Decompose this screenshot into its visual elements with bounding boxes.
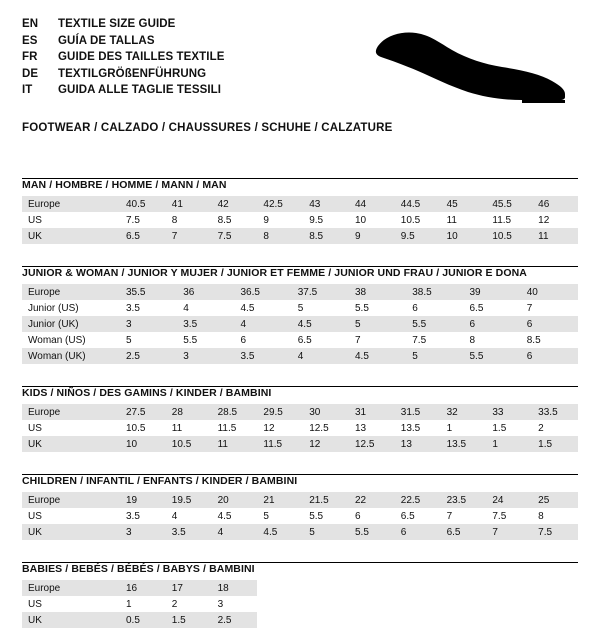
language-row [22, 82, 225, 99]
table-row [22, 436, 578, 452]
cell: 8 [257, 228, 303, 244]
cell: 42.5 [257, 196, 303, 212]
cell: 5.5 [355, 302, 369, 314]
cell: 10 [120, 436, 166, 452]
section-title: BABIES / BEBÉS / BÉBÉS / BABYS / BAMBINI [22, 563, 255, 575]
cell: 40 [521, 284, 578, 300]
table-row [22, 580, 578, 596]
table-row [22, 420, 578, 436]
cell: 5 [297, 302, 304, 314]
cell: 22.5 [395, 492, 441, 508]
table-row [22, 212, 578, 228]
cell: 11 [171, 422, 183, 434]
cell: 3.5 [177, 316, 234, 332]
cell: 36.5 [235, 284, 292, 300]
language-row [22, 16, 225, 33]
cell: 9.5 [309, 214, 324, 226]
cell: 31 [349, 404, 395, 420]
row-label: US [28, 422, 42, 434]
cell: 19 [120, 492, 166, 508]
cell: 12 [303, 436, 349, 452]
cell: 13.5 [441, 436, 487, 452]
cell: 19.5 [166, 492, 212, 508]
cell: 44.5 [395, 196, 441, 212]
cell: 30 [303, 404, 349, 420]
cell: 11 [446, 214, 457, 226]
section-title: KIDS / NIÑOS / DES GAMINS / KINDER / BAMBINI [22, 387, 272, 399]
cell: 32 [441, 404, 487, 420]
cell: 6.5 [120, 228, 166, 244]
cell: 4 [292, 348, 349, 364]
cell: 25 [532, 492, 578, 508]
cell: 0.5 [120, 612, 166, 628]
cell: 6 [412, 302, 418, 314]
cell: 2 [538, 422, 544, 434]
size-table-man [22, 196, 578, 244]
row-label: Woman (UK) [22, 348, 120, 364]
cell: 4 [212, 524, 258, 540]
table-row [22, 404, 578, 420]
cell: 23.5 [441, 492, 487, 508]
cell: 9.5 [395, 228, 441, 244]
cell: 3.5 [235, 348, 292, 364]
cell-empty [303, 580, 349, 596]
language-title: GUÍA DE TALLAS [58, 34, 155, 47]
cell: 28.5 [212, 404, 258, 420]
cell: 8 [538, 510, 544, 522]
cell-empty [532, 580, 578, 596]
table-row [22, 508, 578, 524]
cell: 3 [120, 316, 177, 332]
cell: 5.5 [406, 316, 463, 332]
cell: 4.5 [240, 302, 255, 314]
cell: 1 [126, 598, 132, 610]
cell-empty [349, 580, 395, 596]
language-title: TEXTILGRÖßENFÜHRUNG [58, 67, 207, 80]
row-label: Europe [22, 284, 120, 300]
cell: 5.5 [309, 510, 324, 522]
cell-empty [395, 580, 441, 596]
section-children [22, 474, 578, 540]
cell: 10.5 [166, 436, 212, 452]
row-label: Europe [22, 404, 120, 420]
cell: 2 [171, 598, 178, 610]
section-man [22, 178, 578, 244]
cell: 4 [235, 316, 292, 332]
cell: 36 [177, 284, 234, 300]
cell: 42 [212, 196, 258, 212]
cell: 33 [486, 404, 532, 420]
cell: 3 [217, 598, 224, 610]
cell: 45.5 [486, 196, 532, 212]
cell: 38.5 [406, 284, 463, 300]
cell: 6 [354, 510, 361, 522]
cell: 4.5 [217, 510, 232, 522]
row-label: UK [22, 612, 120, 628]
section-kids [22, 386, 578, 452]
cell: 1.5 [492, 422, 507, 434]
language-row [22, 33, 225, 50]
cell: 4.5 [292, 316, 349, 332]
cell: 6 [521, 316, 578, 332]
cell: 7 [486, 524, 532, 540]
cell: 3.5 [166, 524, 212, 540]
row-label: UK [22, 524, 120, 540]
cell-empty [486, 580, 532, 596]
cell: 8 [469, 334, 476, 346]
language-row [22, 49, 225, 66]
table-row [22, 612, 578, 628]
language-title: TEXTILE SIZE GUIDE [58, 18, 176, 30]
section-junior-woman [22, 266, 578, 364]
row-label: Junior (US) [28, 302, 79, 314]
cell: 13 [395, 436, 441, 452]
row-label: Europe [22, 196, 120, 212]
cell: 7.5 [126, 214, 140, 226]
cell-empty [486, 612, 532, 628]
cell: 6.5 [297, 334, 312, 346]
cell-empty [349, 612, 395, 628]
cell-empty [303, 612, 349, 628]
cell: 45 [441, 196, 487, 212]
cell: 1 [446, 422, 453, 434]
document-header [22, 16, 578, 106]
cell: 40.5 [120, 196, 166, 212]
cell: 6 [464, 316, 521, 332]
section-babies [22, 562, 578, 628]
cell: 8.5 [303, 228, 349, 244]
cell: 4.5 [349, 348, 406, 364]
cell: 20 [212, 492, 258, 508]
language-row [22, 66, 225, 83]
cell: 33.5 [532, 404, 578, 420]
cell: 8 [171, 214, 178, 226]
cell: 28 [166, 404, 212, 420]
cell: 1 [486, 436, 532, 452]
section-title: CHILDREN / INFANTIL / ENFANTS / KINDER / BAMBINI [22, 475, 298, 487]
cell: 31.5 [395, 404, 441, 420]
cell: 4 [183, 302, 189, 314]
cell: 2.5 [120, 348, 177, 364]
cell: 5 [349, 316, 406, 332]
row-label: Europe [22, 492, 120, 508]
table-row [22, 332, 578, 348]
cell: 7.5 [212, 228, 258, 244]
cell: 5 [126, 334, 132, 346]
language-code: FR [22, 51, 38, 63]
cell: 7.5 [532, 524, 578, 540]
cell: 18 [212, 580, 258, 596]
cell: 21.5 [303, 492, 349, 508]
cell: 7.5 [412, 334, 427, 346]
cell: 11 [532, 228, 578, 244]
cell: 5 [263, 510, 269, 522]
cell: 17 [166, 580, 212, 596]
cell: 8.5 [526, 334, 541, 346]
table-row [22, 300, 578, 316]
cell: 5.5 [183, 334, 198, 346]
cell: 6.5 [441, 524, 487, 540]
cell: 12 [538, 214, 550, 226]
table-row [22, 284, 578, 300]
cell: 6 [395, 524, 441, 540]
cell: 37.5 [292, 284, 349, 300]
language-title-list [22, 16, 225, 99]
cell: 7 [526, 302, 533, 314]
cell: 35.5 [120, 284, 177, 300]
row-label: Europe [22, 580, 120, 596]
cell: 2.5 [212, 612, 258, 628]
cell-empty [441, 596, 487, 612]
cell: 5 [406, 348, 463, 364]
cell: 22 [349, 492, 395, 508]
section-title: JUNIOR & WOMAN / JUNIOR Y MUJER / JUNIOR ET FEMME / JUNIOR UND FRAU / JUNIOR E DONA [22, 267, 527, 279]
cell: 10 [354, 214, 367, 226]
cell: 5.5 [464, 348, 521, 364]
table-row [22, 348, 578, 364]
cell: 13.5 [400, 422, 421, 434]
cell-empty [441, 612, 487, 628]
cell: 12 [263, 422, 275, 434]
cell: 16 [120, 580, 166, 596]
table-row [22, 196, 578, 212]
cell: 6.5 [469, 302, 484, 314]
language-code: ES [22, 34, 38, 47]
cell: 41 [166, 196, 212, 212]
cell: 21 [257, 492, 303, 508]
size-table-babies [22, 580, 578, 628]
cell-empty [257, 612, 303, 628]
cell: 8.5 [217, 214, 232, 226]
cell: 5.5 [349, 524, 395, 540]
row-label: UK [22, 436, 120, 452]
cell: 27.5 [120, 404, 166, 420]
cell: 11.5 [492, 214, 512, 226]
row-label: Woman (US) [28, 334, 86, 346]
cell: 24 [486, 492, 532, 508]
cell: 3 [120, 524, 166, 540]
cell: 7 [166, 228, 212, 244]
row-label: US [28, 510, 42, 522]
cell-empty [349, 596, 395, 612]
table-row [22, 596, 578, 612]
cell: 3 [177, 348, 234, 364]
cell: 38 [349, 284, 406, 300]
cell: 7 [355, 334, 361, 346]
cell: 5 [303, 524, 349, 540]
cell: 12.5 [349, 436, 395, 452]
cell: 29.5 [257, 404, 303, 420]
table-row [22, 316, 578, 332]
cell: 13 [354, 422, 367, 434]
cell: 6 [240, 334, 247, 346]
cell: 1.5 [532, 436, 578, 452]
cell: 11.5 [257, 436, 303, 452]
cell: 3.5 [126, 510, 140, 522]
row-label: Junior (UK) [22, 316, 120, 332]
cell: 10.5 [400, 214, 421, 226]
cell: 43 [303, 196, 349, 212]
cell-empty [532, 596, 578, 612]
cell: 7.5 [492, 510, 507, 522]
cell-empty [395, 612, 441, 628]
cell-empty [257, 580, 303, 596]
cell: 1.5 [166, 612, 212, 628]
cell: 9 [263, 214, 269, 226]
cell: 3.5 [126, 302, 140, 314]
table-row [22, 524, 578, 540]
table-row [22, 492, 578, 508]
cell: 4 [171, 510, 178, 522]
language-title: GUIDA ALLE TAGLIE TESSILI [58, 84, 222, 96]
size-table-children [22, 492, 578, 540]
row-label: US [28, 214, 42, 226]
cell: 11.5 [217, 422, 237, 434]
size-table-kids [22, 404, 578, 452]
cell: 6 [521, 348, 578, 364]
cell-empty [532, 612, 578, 628]
row-label: UK [22, 228, 120, 244]
language-code: EN [22, 18, 39, 30]
cell: 11 [212, 436, 258, 452]
cell-empty [395, 596, 441, 612]
cell-empty [441, 580, 487, 596]
size-table-junior-woman [22, 284, 578, 364]
cell-empty [486, 596, 532, 612]
table-row [22, 228, 578, 244]
cell: 46 [532, 196, 578, 212]
row-label: US [28, 598, 42, 610]
cell-empty [303, 596, 349, 612]
cell: 39 [464, 284, 521, 300]
cell: 12.5 [309, 422, 329, 434]
language-code: IT [22, 84, 33, 96]
cell: 10 [441, 228, 487, 244]
language-code: DE [22, 67, 39, 80]
dress-shoe-icon [372, 26, 572, 106]
language-title: GUIDE DES TAILLES TEXTILE [58, 51, 225, 63]
cell: 7 [446, 510, 453, 522]
cell: 10.5 [126, 422, 146, 434]
cell: 6.5 [400, 510, 415, 522]
cell-empty [257, 596, 303, 612]
category-title: FOOTWEAR / CALZADO / CHAUSSURES / SCHUHE / CALZATURE [22, 122, 393, 134]
cell: 4.5 [257, 524, 303, 540]
cell: 44 [349, 196, 395, 212]
section-title: MAN / HOMBRE / HOMME / MANN / MAN [22, 179, 227, 191]
cell: 10.5 [486, 228, 532, 244]
cell: 9 [349, 228, 395, 244]
